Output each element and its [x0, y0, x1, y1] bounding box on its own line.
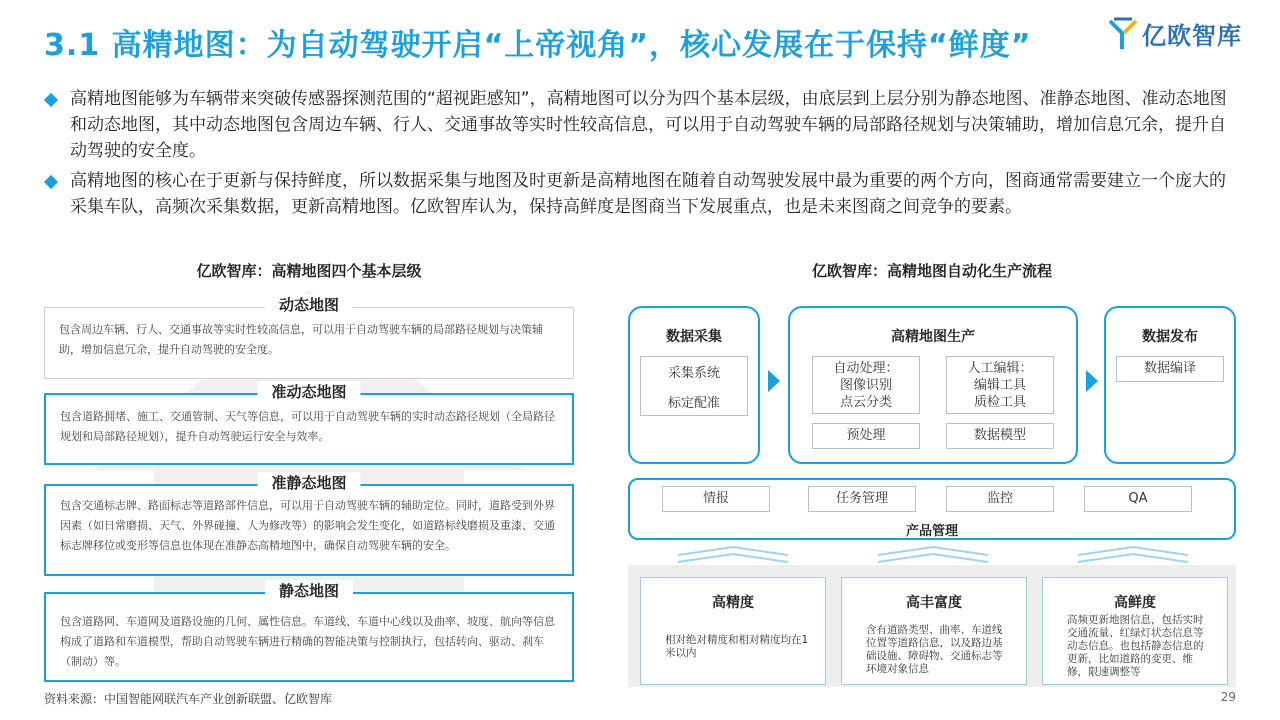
left-panel-title: 亿欧智库：高精地图四个基本层级 — [196, 262, 422, 280]
data-publish-title: 数据发布 — [1142, 329, 1198, 345]
product-management-box — [628, 478, 1236, 540]
layer-label: 准静态地图 — [257, 472, 360, 493]
pm-item-intel: 情报 — [662, 486, 770, 512]
chevron-up-icon — [878, 545, 988, 565]
data-model-box: 数据模型 — [946, 423, 1054, 449]
pm-item-task: 任务管理 — [808, 486, 916, 512]
bullet-text: 高精地图能够为车辆带来突破传感器探测范围的“超视距感知”，高精地图可以分为四个基本层级，由底层到上层分别为静态地图、准静态地图、准动态地图和动态地图，其中动态地图包含周边车辆、行人、交通事故等实时性较高信息，可以用于自动驾驶车辆的局部路径规划与决策辅助，增加信息冗余，提升自动驾驶的安全度。 — [70, 89, 1227, 161]
diamond-bullet-icon — [44, 175, 58, 189]
layer-label: 准动态地图 — [257, 381, 360, 402]
layer-desc: 包含交通标志牌、路面标志等道路部件信息，可以用于自动驾驶车辆的辅助定位。同时，道路受到外界因素（如日常磨损、天气、外界碰撞、人为修改等）的影响会发生变化，如道路标线磨损及重漆、交通标志牌移位或变形等信息也体现在准静态高精地图中，确保自动驾驶车辆的安全。 — [60, 499, 555, 552]
flow-arrow-icon — [1086, 370, 1098, 392]
collection-item: 标定配准 — [667, 396, 720, 411]
chevron-up-icon — [1078, 545, 1188, 565]
feature-title: 高精度 — [712, 595, 754, 611]
product-management-title: 产品管理 — [905, 524, 958, 539]
page-title: 3.1 高精地图：为自动驾驶开启“上帝视角”，核心发展在于保持“鲜度” — [44, 28, 1032, 63]
layer-static-map — [44, 582, 574, 682]
feature-desc: 相对绝对精度和相对精度均在1米以内 — [665, 634, 809, 659]
collection-items — [640, 356, 748, 416]
pm-item-monitor: 监控 — [946, 486, 1054, 512]
layer-semi-dynamic-map — [44, 383, 574, 465]
right-panel-title: 亿欧智库：高精地图自动化生产流程 — [811, 262, 1052, 280]
layer-label: 静态地图 — [265, 580, 353, 601]
map-production-title: 高精地图生产 — [891, 329, 975, 345]
data-collection-box — [628, 306, 760, 464]
pm-item-qa: QA — [1084, 486, 1192, 512]
chevron-up-icon — [678, 545, 788, 565]
layer-desc: 包含周边车辆、行人、交通事故等实时性较高信息，可以用于自动驾驶车辆的局部路径规划与决策辅助，增加信息冗余，提升自动驾驶的安全度。 — [59, 323, 543, 356]
flow-arrow-icon — [768, 370, 780, 392]
bullet-item — [44, 86, 1239, 164]
manual-editing-line: 质检工具 — [973, 395, 1026, 410]
data-compile-box: 数据编译 — [1116, 356, 1224, 382]
feature-high-precision — [640, 577, 826, 685]
data-collection-title: 数据采集 — [666, 329, 722, 345]
layer-dynamic-map — [44, 296, 574, 379]
bullet-list — [44, 86, 1239, 224]
feature-title: 高鲜度 — [1114, 595, 1156, 611]
page-number: 29 — [1220, 690, 1236, 704]
auto-processing-box — [812, 356, 920, 414]
feature-title: 高丰富度 — [906, 595, 962, 611]
diamond-bullet-icon — [44, 93, 58, 107]
map-production-box — [788, 306, 1078, 464]
auto-processing-line: 点云分类 — [839, 395, 892, 410]
feature-desc: 含有道路类型、曲率、车道线位置等道路信息，以及路边基础设施、障碍物、交通标志等环境对象信息 — [866, 624, 1003, 675]
auto-processing-line: 自动处理： — [833, 361, 899, 376]
layer-desc: 包含道路网、车道网及道路设施的几何、属性信息。车道线、车道中心线以及曲率、坡度、航向等信息构成了道路和车道模型，帮助自动驾驶车辆进行精确的智能决策与控制执行，包括转向、驱动、刹车（制动）等。 — [60, 615, 555, 668]
feature-desc: 高频更新地图信息，包括实时交通流量、红绿灯状态信息等动态信息。也包括静态信息的更新，比如道路的变更、维修，限速调整等 — [1067, 614, 1204, 678]
preprocess-box: 预处理 — [812, 423, 920, 449]
auto-processing-line: 图像识别 — [839, 378, 892, 393]
feature-high-freshness — [1042, 577, 1228, 685]
manual-editing-line: 人工编辑： — [967, 361, 1033, 376]
manual-editing-line: 编辑工具 — [973, 378, 1026, 393]
logo — [1108, 16, 1242, 51]
layer-label: 动态地图 — [265, 294, 353, 315]
feature-high-richness — [841, 577, 1027, 685]
data-publish-box — [1104, 306, 1236, 464]
collection-item: 采集系统 — [667, 366, 720, 381]
layer-semi-static-map — [44, 474, 574, 576]
layer-desc: 包含道路拥堵、施工、交通管制、天气等信息，可以用于自动驾驶车辆的实时动态路径规划（全局路径规划和局部路径规划），提升自动驾驶运行安全与效率。 — [60, 410, 555, 443]
logo-text: 亿欧智库 — [1142, 22, 1242, 50]
manual-editing-box — [946, 356, 1054, 414]
bullet-text: 高精地图的核心在于更新与保持鲜度，所以数据采集与地图及时更新是高精地图在随着自动驾驶发展中最为重要的两个方向，图商通常需要建立一个庞大的采集车队，高频次采集数据，更新高精地图。亿欧智库认为，保持高鲜度是图商当下发展重点，也是未来图商之间竞争的要素。 — [70, 171, 1226, 217]
source-note: 资料来源：中国智能网联汽车产业创新联盟、亿欧智库 — [44, 692, 333, 706]
bullet-item — [44, 168, 1239, 220]
logo-icon — [1108, 17, 1138, 51]
